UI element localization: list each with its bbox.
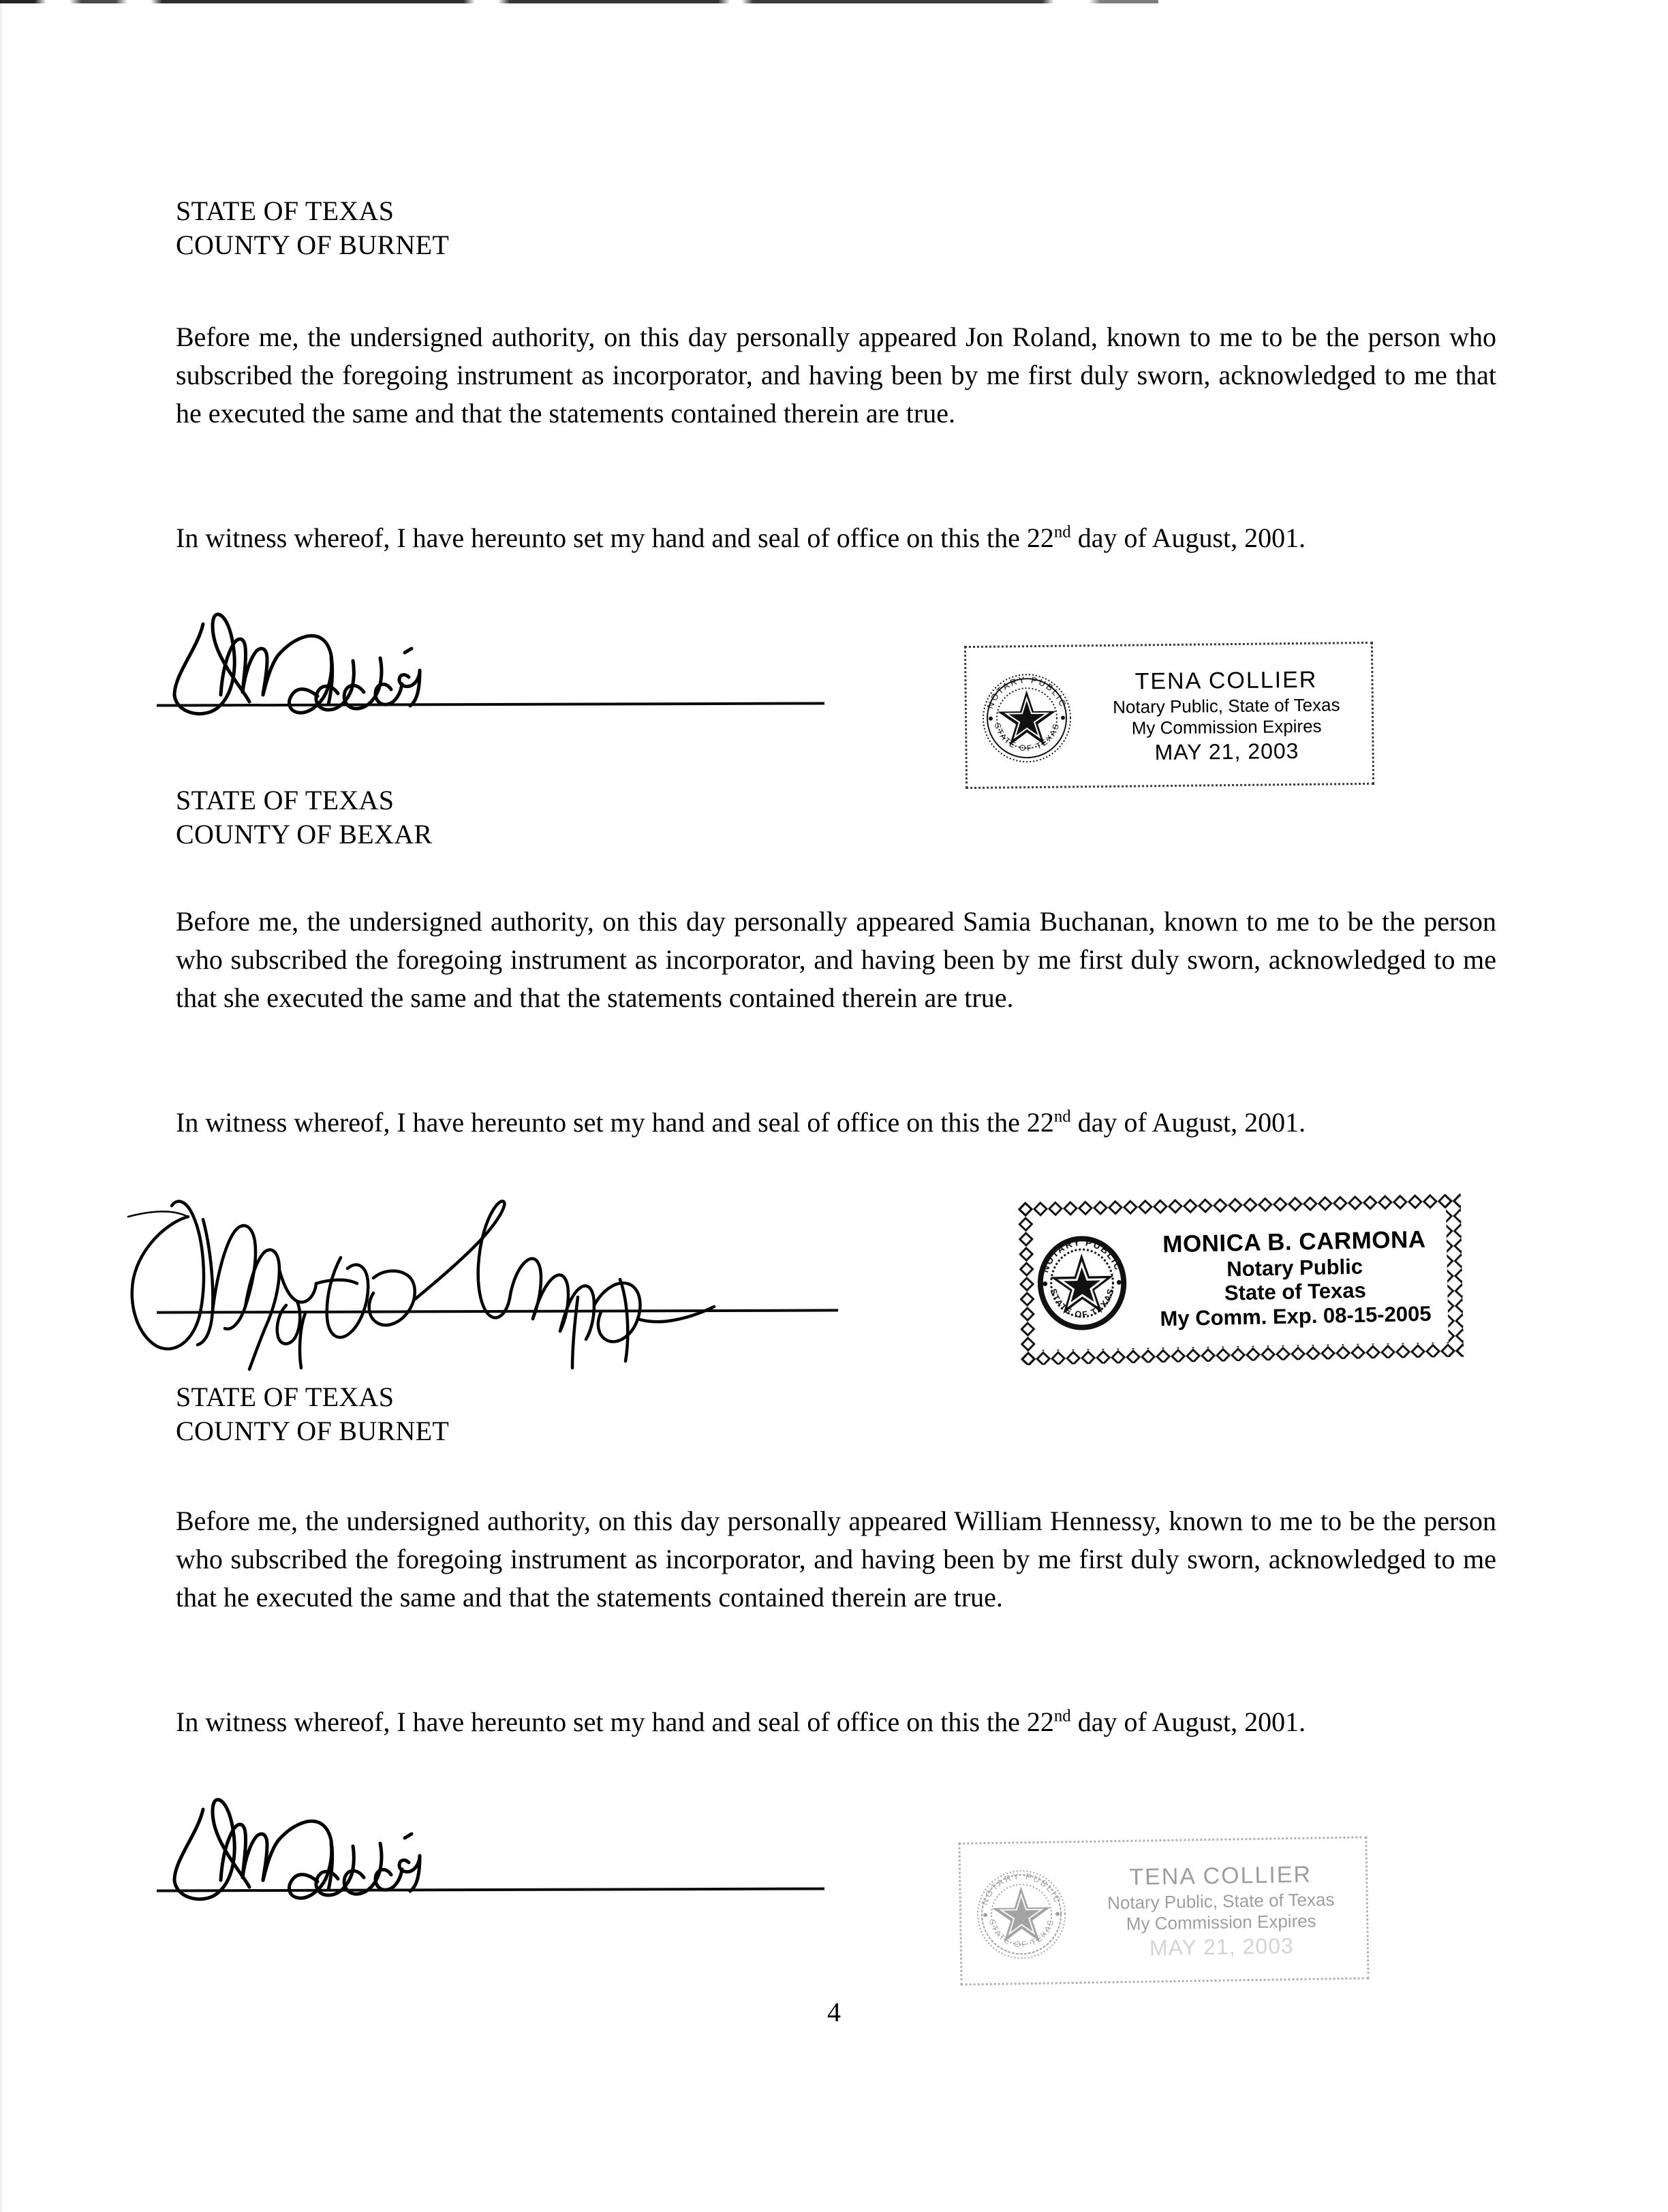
signature-line-2 [157,1309,838,1313]
section-3-heading [176,1380,1496,1448]
section-1-heading [176,194,1496,262]
section-1-witness-wrap [176,519,1496,557]
section-3-witness-wrap [176,1703,1496,1741]
notary-expiry-date-3: MAY 21, 2003 [1149,1933,1295,1961]
notary-stamp-text-3 [1075,1860,1367,1963]
county-line-1: COUNTY OF BURNET [176,230,450,260]
witness-prefix-1: In witness whereof, I have hereunto set my hand and seal of office on this the 22 [176,523,1054,553]
notary-expiry-label-1: My Commission Expires [1131,715,1322,738]
notary-expiry-date-1: MAY 21, 2003 [1154,738,1299,765]
witness-prefix-3: In witness whereof, I have hereunto set my hand and seal of office on this the 22 [176,1707,1054,1737]
state-line-2: STATE OF TEXAS [176,785,395,815]
svg-text:NOTARY PUBLIC: NOTARY PUBLIC [985,674,1069,711]
notary-seal-icon-3 [966,1863,1077,1966]
notary-seal-icon-1 [972,666,1082,770]
witness-ordinal-1: nd [1053,523,1071,542]
page-number: 4 [827,1997,841,2027]
notary-title-line1-2: Notary Public [1226,1254,1363,1281]
svg-text:STATE OF TEXAS: STATE OF TEXAS [1047,1286,1116,1320]
acknowledgment-paragraph-1: Before me, the undersigned authority, on this day personally appeared Jon Roland, known to me to be the person who subscribed the foregoing instrument as incorporator, and having been by me first duly sworn, acknowledged to me that he executed the same and that the statements contained therein are true. [176,322,1496,429]
notary-title-3: Notary Public, State of Texas [1107,1888,1335,1913]
witness-suffix-1: day of August, 2001. [1070,523,1306,553]
notary-expiry-label-3: My Commission Expires [1126,1910,1316,1935]
section-3-paragraph-wrap [176,1502,1496,1617]
svg-text:NOTARY PUBLIC: NOTARY PUBLIC [979,1871,1064,1907]
state-line-1: STATE OF TEXAS [176,196,395,226]
svg-text:STATE OF TEXAS: STATE OF TEXAS [987,1917,1056,1950]
texas-star-seal-icon [970,1863,1073,1966]
section-1-paragraph-wrap [176,318,1496,433]
signature-line-3 [157,1887,824,1892]
notary-name-2: MONICA B. CARMONA [1162,1226,1426,1258]
witness-prefix-2: In witness whereof, I have hereunto set my hand and seal of office on this the 22 [176,1107,1054,1138]
notary-title-1: Notary Public, State of Texas [1113,694,1340,717]
heading-block-1 [176,194,1496,262]
notary-name-3: TENA COLLIER [1129,1861,1312,1890]
section-2-heading [176,783,1496,852]
notary-stamp-tena-collier-1 [964,642,1374,789]
notary-seal-icon-2 [1028,1231,1136,1334]
notary-stamp-monica-carmona [1018,1194,1464,1365]
county-line-2: COUNTY OF BEXAR [176,819,433,850]
notary-stamp-text-2 [1134,1226,1457,1331]
heading-block-3 [176,1380,1496,1448]
acknowledgment-paragraph-3: Before me, the undersigned authority, on this day personally appeared William Hennessy, known to me to be the person who subscribed the foregoing instrument as incorporator, and having been by me first duly sworn, acknowledged to me that he executed the same and that the statements contained therein are true. [176,1506,1496,1613]
scan-artifact-left-edge [0,0,2,2212]
witness-paragraph-2 [176,1104,1496,1142]
signature-monica-carmona [101,1157,728,1375]
signature-line-1 [157,702,824,706]
svg-text:STATE OF TEXAS: STATE OF TEXAS [992,721,1062,753]
section-2-witness-wrap [176,1104,1496,1142]
notary-stamp-text-1 [1081,666,1372,766]
section-2-paragraph-wrap [176,903,1496,1017]
county-line-3: COUNTY OF BURNET [176,1416,450,1446]
notary-expiry-2: My Comm. Exp. 08-15-2005 [1160,1301,1432,1330]
svg-text:NOTARY PUBLIC: NOTARY PUBLIC [1038,1236,1124,1274]
witness-paragraph-1 [176,519,1496,557]
texas-star-seal-icon [1030,1231,1133,1334]
notary-name-1: TENA COLLIER [1134,666,1318,695]
scan-artifact-top-edge [0,0,1158,3]
notary-title-line2-2: State of Texas [1224,1278,1367,1305]
witness-suffix-2: day of August, 2001. [1070,1107,1306,1138]
heading-block-2 [176,783,1496,852]
notary-stamp-tena-collier-2 [958,1836,1369,1985]
witness-ordinal-3: nd [1053,1707,1071,1726]
witness-suffix-3: day of August, 2001. [1070,1707,1306,1737]
witness-paragraph-3 [176,1703,1496,1741]
texas-star-seal-icon [975,666,1079,770]
acknowledgment-paragraph-2: Before me, the undersigned authority, on this day personally appeared Samia Buchanan, known to me to be the person who subscribed the foregoing instrument as incorporator, and having been by me first duly sworn, acknowledged to me that she executed the same and that the statements contained therein are true. [176,906,1496,1013]
state-line-3: STATE OF TEXAS [176,1382,395,1412]
witness-ordinal-2: nd [1053,1107,1071,1126]
